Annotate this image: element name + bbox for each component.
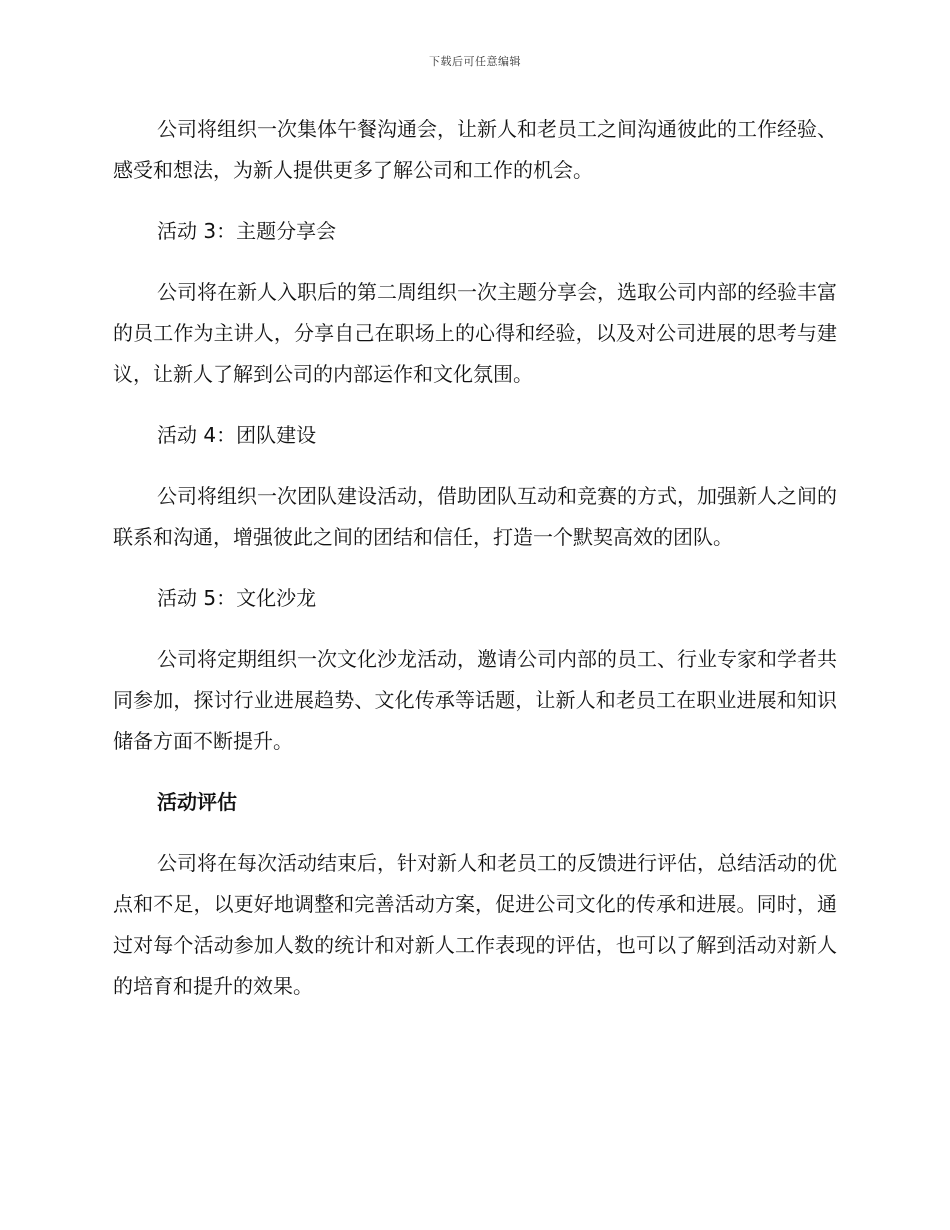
- document-body: [113, 109, 837, 1027]
- page-header-note: 下载后可任意编辑: [429, 55, 521, 68]
- paragraph-theme-sharing: 公司将在新人入职后的第二周组织一次主题分享会，选取公司内部的经验丰富的员工作为主讲人，分享自己在职场上的心得和经验，以及对公司进展的思考与建议，让新人了解到公司的内部运作和文化氛围。: [113, 280, 837, 386]
- paragraph-evaluation: 公司将在每次活动结束后，针对新人和老员工的反馈进行评估，总结活动的优点和不足，以更好地调整和完善活动方案，促进公司文化的传承和进展。同时，通过对每个活动参加人数的统计和对新人工作表现的评估，也可以了解到活动对新人的培育和提升的效果。: [113, 851, 837, 998]
- heading-activity-3: 活动 3：主题分享会: [157, 219, 337, 243]
- paragraph-team-building: 公司将组织一次团队建设活动，借助团队互动和竞赛的方式，加强新人之间的联系和沟通，增强彼此之间的团结和信任，打造一个默契高效的团队。: [113, 484, 837, 549]
- heading-activity-4: 活动 4：团队建设: [157, 423, 317, 447]
- heading-activity-5: 活动 5：文化沙龙: [157, 586, 317, 610]
- heading-activity-evaluation: 活动评估: [157, 790, 237, 814]
- paragraph-culture-salon: 公司将定期组织一次文化沙龙活动，邀请公司内部的员工、行业专家和学者共同参加，探讨行业进展趋势、文化传承等话题，让新人和老员工在职业进展和知识储备方面不断提升。: [113, 647, 837, 753]
- paragraph-lunch-meeting: 公司将组织一次集体午餐沟通会，让新人和老员工之间沟通彼此的工作经验、感受和想法，为新人提供更多了解公司和工作的机会。: [113, 117, 837, 182]
